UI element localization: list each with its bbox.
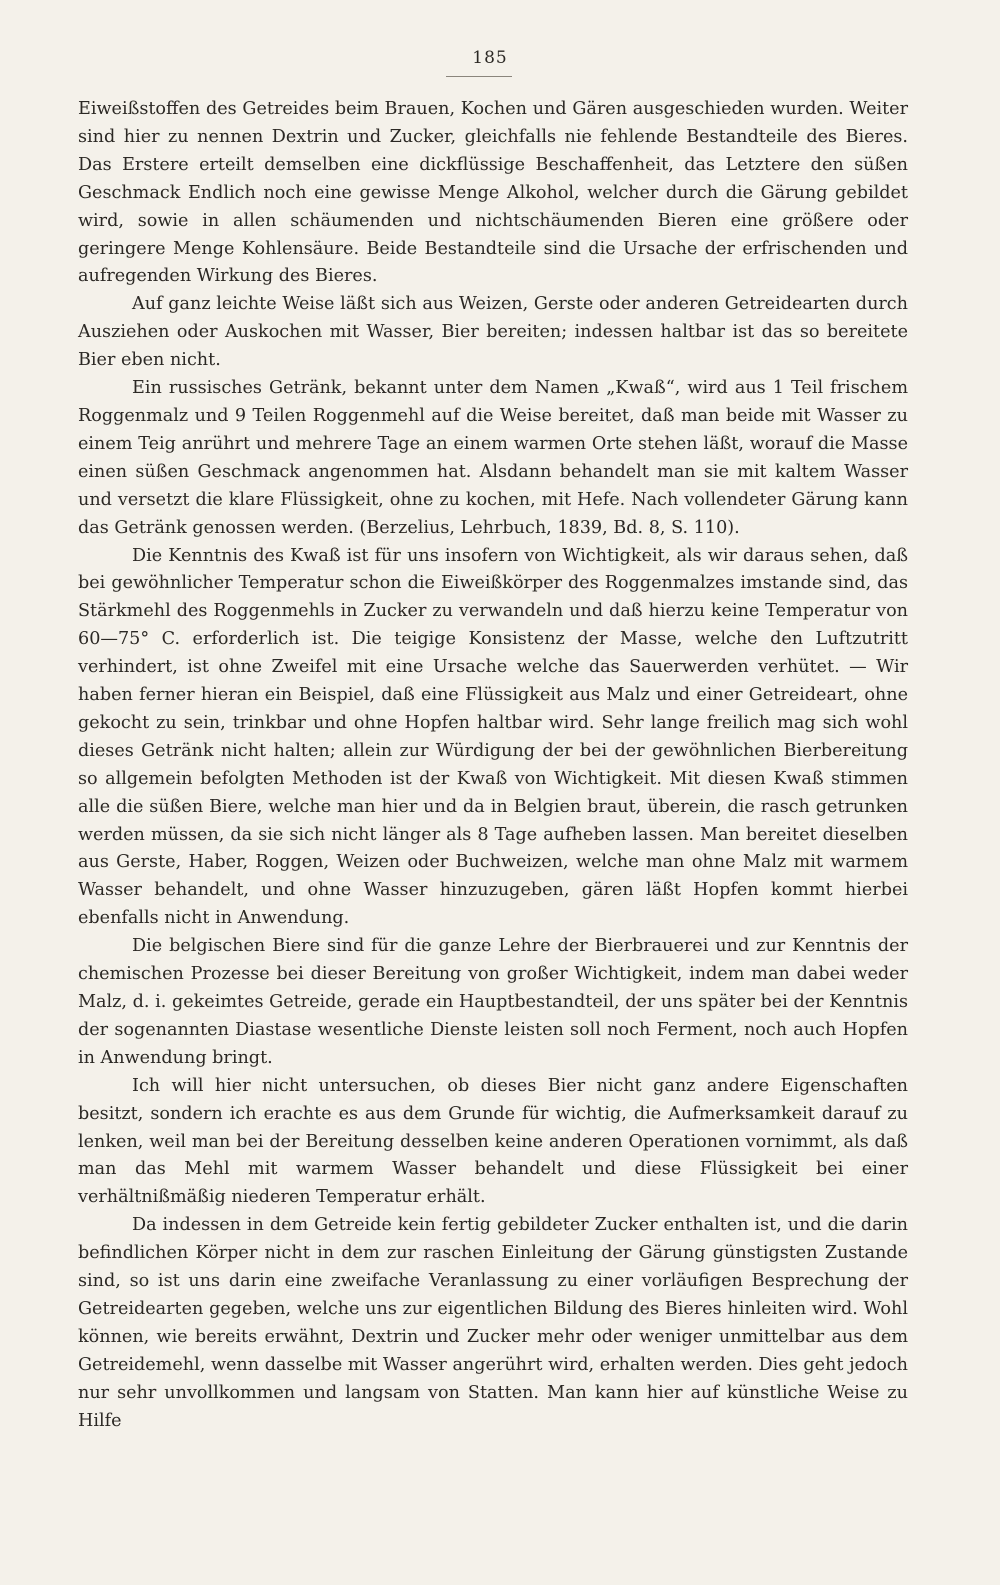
paragraph-4: Die Kenntnis des Kwaß ist für uns insofern von Wichtigkeit, als wir daraus sehen, daß bei gewöhnlicher Temperatur schon die Eiweißkörper des Roggenmalzes imstande sind, das Stärkmehl des Roggenmehls in Zucker zu verwandeln und daß hierzu keine Temperatur von 60—75° C. erforderlich ist. Die teigige Konsistenz der Masse, welche den Luftzutritt verhindert, ist ohne Zweifel mit eine Ursache welche das Sauerwerden verhütet. — Wir haben ferner hieran ein Beispiel, daß eine Flüssigkeit aus Malz und einer Getreideart, ohne gekocht zu sein, trinkbar und ohne Hopfen haltbar wird. Sehr lange freilich mag sich wohl dieses Getränk nicht halten; allein zur Würdigung der bei der gewöhnlichen Bierbereitung so allgemein befolgten Methoden ist der Kwaß von Wichtigkeit. Mit diesen Kwaß stimmen alle die süßen Biere, welche man hier und da in Belgien braut, überein, die rasch getrunken werden müssen, da sie sich nicht länger als 8 Tage aufheben lassen. Man bereitet dieselben aus Gerste, Haber, Roggen, Weizen oder Buchweizen, welche man ohne Malz mit warmem Wasser behandelt, und ohne Wasser hinzuzugeben, gären läßt Hopfen kommt hierbei ebenfalls nicht in Anwendung. <box>78 545 908 929</box>
paragraph-3: Ein russisches Getränk, bekannt unter dem Namen „Kwaß“, wird aus 1 Teil frischem Roggenmalz und 9 Teilen Roggenmehl auf die Weise bereitet, daß man beide mit Wasser zu einem Teig anrührt und mehrere Tage an einem warmen Orte stehen läßt, worauf die Masse einen süßen Geschmack angenommen hat. Alsdann behandelt man sie mit kaltem Wasser und versetzt die klare Flüssigkeit, ohne zu kochen, mit Hefe. Nach vollendeter Gärung kann das Getränk genossen werden. (Berzelius, Lehrbuch, 1839, Bd. 8, S. 110). <box>78 378 908 538</box>
paragraph-6: Ich will hier nicht untersuchen, ob dieses Bier nicht ganz andere Eigenschaften besitzt, sondern ich erachte es aus dem Grunde für wichtig, die Aufmerksamkeit darauf zu lenken, weil man bei der Bereitung desselben keine anderen Operationen vornimmt, als daß man das Mehl mit warmem Wasser behandelt und diese Flüssigkeit bei einer verhältnißmäßig niederen Temperatur erhält. <box>78 1075 908 1208</box>
paragraph-2: Auf ganz leichte Weise läßt sich aus Weizen, Gerste oder anderen Getreidearten durch Ausziehen oder Auskochen mit Wasser, Bier bereiten; indessen haltbar ist das so bereitete Bier eben nicht. <box>78 294 908 371</box>
page-number: 185 <box>472 48 508 68</box>
paragraph-5: Die belgischen Biere sind für die ganze Lehre der Bierbrauerei und zur Kenntnis der chemischen Prozesse bei dieser Bereitung von großer Wichtigkeit, indem man dabei weder Malz, d. i. gekeimtes Getreide, gerade ein Hauptbestandteil, der uns später bei der Kenntnis der sogenannten Diastase wesentliche Dienste leisten soll noch Ferment, noch auch Hopfen in Anwendung bringt. <box>78 936 908 1068</box>
body-text <box>78 96 908 1436</box>
paragraph-1: Eiweißstoffen des Getreides beim Brauen, Kochen und Gären ausgeschieden wurden. Weiter sind hier zu nennen Dextrin und Zucker, gleichfalls nie fehlende Bestandteile des Bieres. Das Erstere erteilt demselben eine dickflüssige Beschaffenheit, das Letztere den süßen Geschmack Endlich noch eine gewisse Menge Alkohol, welcher durch die Gärung gebildet wird, sowie in allen schäumenden und nichtschäumenden Bieren eine größere oder geringere Menge Kohlensäure. Beide Bestandteile sind die Ursache der erfrischenden und aufregenden Wirkung des Bieres. <box>78 99 908 287</box>
paragraph-7: Da indessen in dem Getreide kein fertig gebildeter Zucker enthalten ist, und die darin befindlichen Körper nicht in dem zur raschen Einleitung der Gärung günstigsten Zustande sind, so ist uns darin eine zweifache Veranlassung zu einer vorläufigen Besprechung der Getreidearten gegeben, welche uns zur eigentlichen Bildung des Bieres hinleiten wird. Wohl können, wie bereits erwähnt, Dextrin und Zucker mehr oder weniger unmittelbar aus dem Getreidemehl, wenn dasselbe mit Wasser angerührt wird, erhalten werden. Dies geht jedoch nur sehr unvollkommen und langsam von Statten. Man kann hier auf künstliche Weise zu Hilfe <box>78 1215 908 1431</box>
page-number-rule <box>446 76 512 77</box>
